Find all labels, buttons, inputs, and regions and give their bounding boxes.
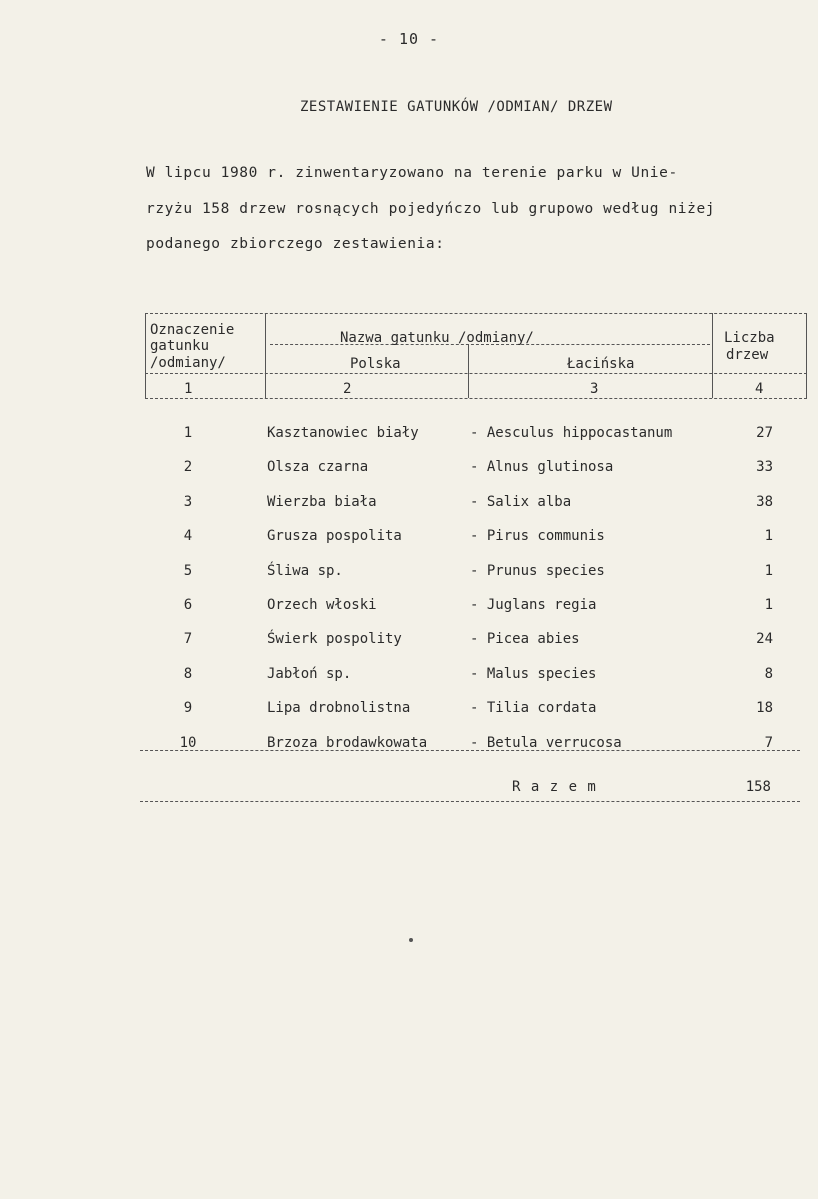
intro-line-1: W lipcu 1980 r. zinwentaryzowano na terenie parku w Unie-: [146, 165, 678, 181]
header-colnum-4: 4: [755, 381, 764, 397]
row-count: 7: [764, 734, 773, 751]
header-code-line2: gatunku: [150, 338, 210, 354]
header-code-line3: /odmiany/: [150, 355, 226, 371]
row-number: 4: [183, 528, 193, 545]
last-row-underline: [140, 750, 800, 751]
header-latin: Łacińska: [567, 356, 635, 372]
row-latin-name: - Aesculus hippocastanum: [470, 425, 673, 441]
row-number: 10: [179, 734, 197, 751]
header-name-group: Nazwa gatunku /odmiany/: [340, 330, 534, 346]
header-count-line1: Liczba: [724, 330, 775, 346]
row-polish-name: Orzech włoski: [267, 597, 377, 613]
row-count: 1: [764, 562, 773, 579]
row-polish-name: Jabłoń sp.: [267, 665, 352, 682]
row-latin-name: - Salix alba: [470, 493, 572, 510]
row-latin-name: - Tilia cordata: [470, 700, 597, 717]
header-code-line1: Oznaczenie: [150, 322, 235, 338]
intro-line-2: rzyżu 158 drzew rosnących pojedyńczo lub grupowo według niżej: [146, 201, 716, 217]
row-number: 2: [183, 459, 193, 476]
row-number: 9: [183, 700, 193, 717]
row-number: 3: [183, 493, 193, 510]
header-polish: Polska: [350, 356, 401, 372]
row-count: 27: [756, 425, 773, 441]
header-colnum-2: 2: [343, 381, 352, 397]
total-label: R a z e m: [512, 779, 597, 795]
row-latin-name: - Juglans regia: [470, 597, 597, 613]
row-latin-name: - Prunus species: [470, 562, 605, 579]
row-number: 7: [183, 631, 193, 648]
row-polish-name: Śliwa sp.: [267, 562, 343, 579]
row-number: 8: [183, 665, 193, 682]
row-polish-name: Kasztanowiec biały: [267, 425, 419, 441]
row-latin-name: - Alnus glutinosa: [470, 459, 614, 476]
row-latin-name: - Pirus communis: [470, 528, 605, 545]
page-title: ZESTAWIENIE GATUNKÓW /ODMIAN/ DRZEW: [300, 99, 613, 115]
row-latin-name: - Betula verrucosa: [470, 734, 622, 751]
total-underline: [140, 801, 800, 802]
row-number: 6: [183, 597, 193, 613]
row-latin-name: - Picea abies: [470, 631, 580, 648]
intro-line-3: podanego zbiorczego zestawienia:: [146, 236, 445, 252]
row-polish-name: Lipa drobnolistna: [267, 700, 411, 717]
row-polish-name: Brzoza brodawkowata: [267, 734, 428, 751]
row-number: 5: [183, 562, 193, 579]
row-polish-name: Grusza pospolita: [267, 528, 402, 545]
row-count: 18: [756, 700, 773, 717]
row-count: 24: [756, 631, 773, 648]
total-value: 158: [745, 779, 771, 795]
row-latin-name: - Malus species: [470, 665, 597, 682]
ink-speck: [409, 938, 413, 942]
row-count: 33: [756, 459, 773, 476]
row-count: 8: [764, 665, 773, 682]
row-polish-name: Olsza czarna: [267, 459, 369, 476]
row-count: 1: [764, 528, 773, 545]
row-count: 1: [764, 597, 773, 613]
row-count: 38: [756, 493, 773, 510]
header-colnum-1: 1: [184, 381, 193, 397]
row-polish-name: Wierzba biała: [267, 493, 377, 510]
row-number: 1: [183, 425, 193, 441]
header-count-line2: drzew: [726, 347, 769, 363]
header-colnum-3: 3: [590, 381, 599, 397]
page-number: - 10 -: [378, 30, 440, 48]
row-polish-name: Świerk pospolity: [267, 631, 402, 648]
